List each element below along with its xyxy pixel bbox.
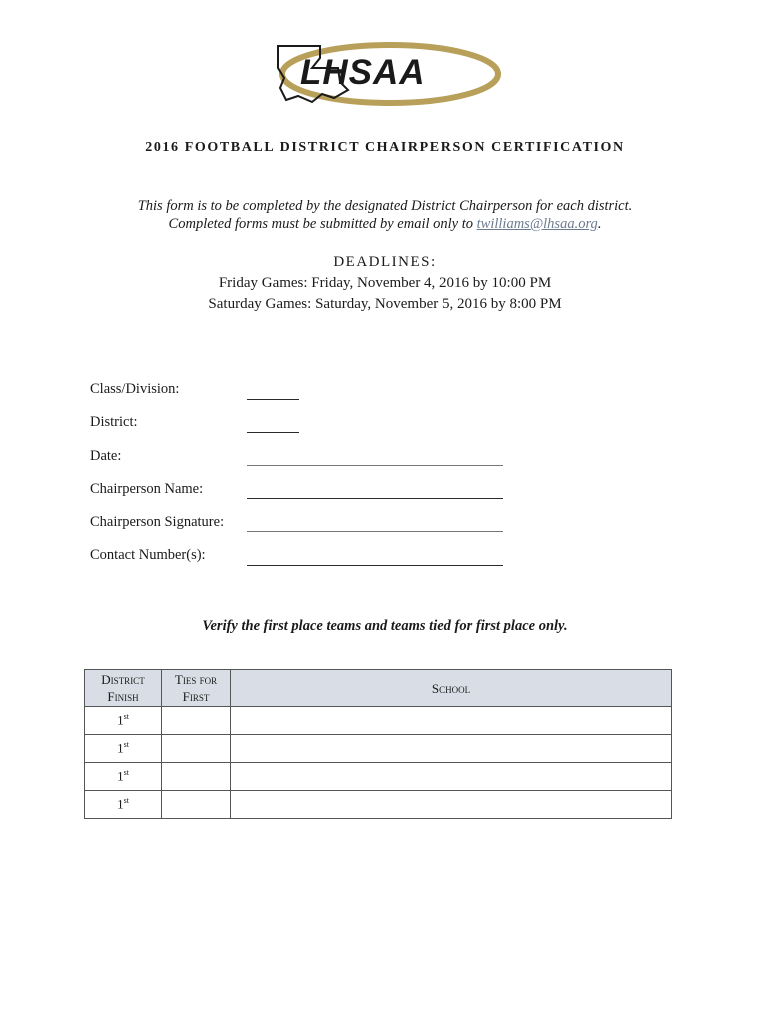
chair-name-label: Chairperson Name: [90,481,204,497]
place-cell: 1st [85,791,162,819]
header-school: School [231,670,672,707]
email-link[interactable]: twilliams@lhsaa.org [476,216,598,232]
chair-name-field[interactable] [247,498,503,499]
ties-cell[interactable] [162,791,231,819]
contact-label: Contact Number(s): [90,547,206,563]
table-row [85,791,672,819]
ties-cell[interactable] [162,707,231,735]
ties-cell[interactable] [162,763,231,791]
deadlines-block [0,252,770,315]
results-table [84,669,672,819]
district-field[interactable] [247,432,299,433]
place-cell: 1st [85,763,162,791]
ties-cell[interactable] [162,735,231,763]
school-cell[interactable] [231,735,672,763]
contact-field[interactable] [247,565,503,566]
table-row [85,707,672,735]
class-division-label: Class/Division: [90,381,180,397]
intro-text [0,197,770,233]
school-cell[interactable] [231,763,672,791]
date-field[interactable] [247,465,503,466]
header-district-finish: District Finish [85,670,162,707]
district-label: District: [90,414,138,430]
intro-line-2: Completed forms must be submitted by email only to twilliams@lhsaa.org. [168,216,602,232]
table-row [85,763,672,791]
table-row [85,735,672,763]
chair-signature-field[interactable] [247,531,503,532]
logo-text: LHSAA [300,53,426,92]
place-cell: 1st [85,707,162,735]
chair-signature-label: Chairperson Signature: [90,514,225,530]
date-label: Date: [90,448,122,464]
deadline-friday: Friday Games: Friday, November 4, 2016 by 10:00 PM [218,275,552,291]
table-header-row [85,670,672,707]
class-division-field[interactable] [247,399,299,400]
verify-instruction: Verify the first place teams and teams tied for first place only. [202,618,568,634]
deadline-saturday: Saturday Games: Saturday, November 5, 2016 by 8:00 PM [208,296,562,312]
header-ties-for-first: Ties for First [162,670,231,707]
school-cell[interactable] [231,707,672,735]
school-cell[interactable] [231,791,672,819]
page-title: 2016 FOOTBALL DISTRICT CHAIRPERSON CERTIFICATION [145,140,625,155]
deadlines-heading: DEADLINES: [333,254,437,270]
place-cell: 1st [85,735,162,763]
intro-line-1: This form is to be completed by the designated District Chairperson for each district. [137,198,633,214]
